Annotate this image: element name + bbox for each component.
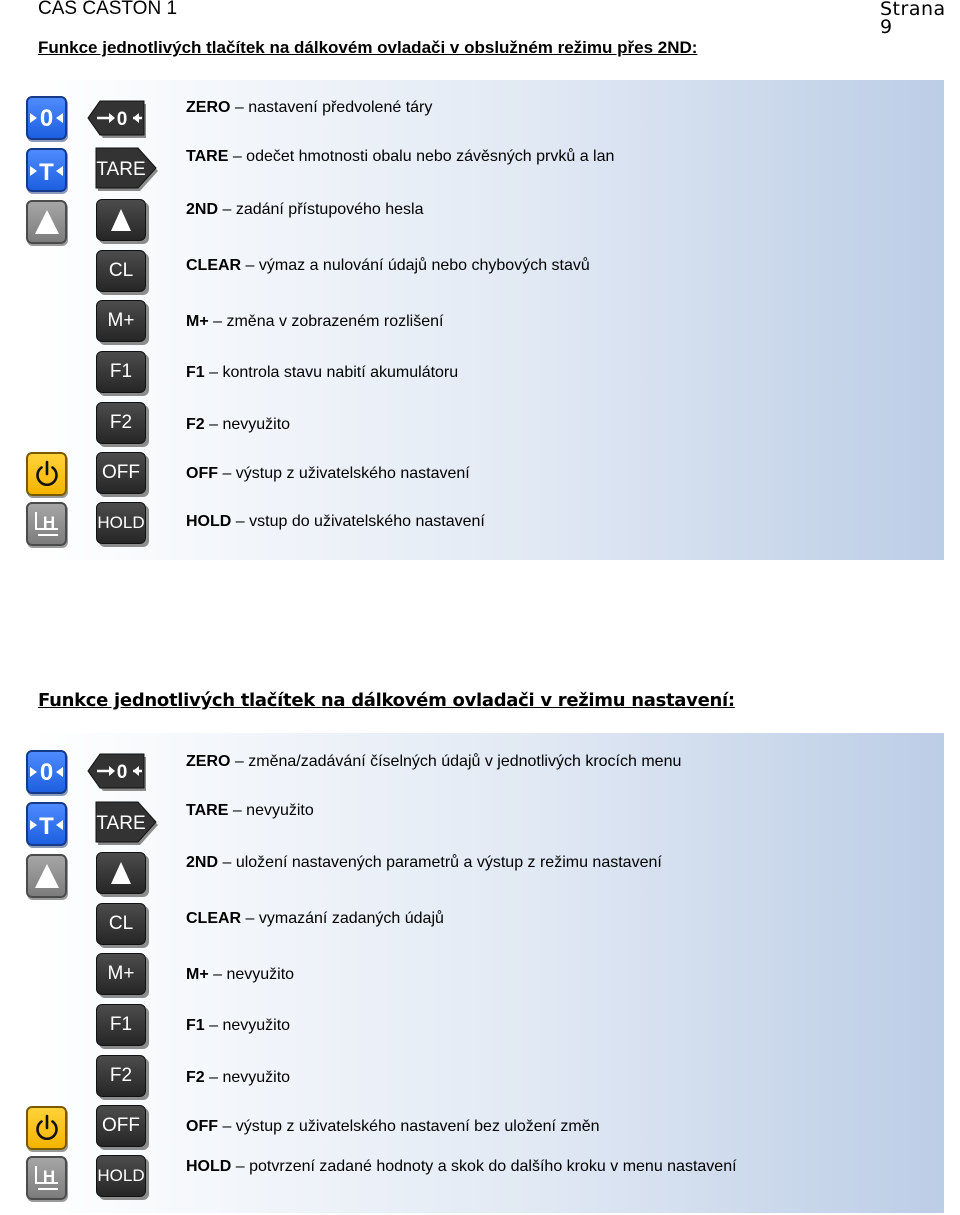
svg-text:T: T (39, 813, 54, 840)
row-hold-desc-2: HOLD – potvrzení zadané hodnoty a skok do dalšího kroku v menu nastavení (186, 1158, 737, 1175)
page-number: Strana 9 (880, 0, 946, 38)
power-icon (26, 1106, 67, 1150)
up-arrow-key (96, 199, 146, 241)
row-tare-desc-2: TARE – nevyužito (186, 802, 314, 819)
f2-key: F2 (96, 402, 146, 444)
off-key: OFF (96, 452, 146, 494)
row-mplus-desc: M+ – změna v zobrazeném rozlišení (186, 313, 444, 330)
svg-text:0: 0 (116, 762, 128, 783)
row-2nd-desc-2: 2ND – uložení nastavených parametrů a výstup z režimu nastavení (186, 854, 662, 871)
tare-key (94, 800, 156, 844)
cl-key: CL (96, 250, 146, 292)
section1-title: Funkce jednotlivých tlačítek na dálkovém ovladači v obslužném režimu přes 2ND: (38, 38, 698, 57)
power-icon (26, 452, 67, 496)
zero-blue-icon (26, 96, 67, 140)
f1-key: F1 (96, 1004, 146, 1046)
hold-key: HOLD (96, 502, 146, 544)
row-f2-desc: F2 – nevyužito (186, 416, 291, 433)
row-clear-desc-2: CLEAR – vymazání zadaných údajů (186, 910, 444, 927)
svg-text:H: H (42, 1167, 55, 1186)
tare-blue-icon (26, 802, 67, 846)
row-f1-desc-2: F1 – nevyužito (186, 1017, 291, 1034)
up-triangle-icon (26, 200, 67, 244)
f2-key: F2 (96, 1055, 146, 1097)
row-zero-desc-2: ZERO – změna/zadávání číselných údajů v jednotlivých krocích menu (186, 753, 682, 770)
row-f2-desc-2: F2 – nevyužito (186, 1069, 291, 1086)
document-title: CAS CASTON 1 (38, 0, 178, 19)
mplus-key: M+ (96, 300, 146, 342)
row-off-desc: OFF – výstup z uživatelského nastavení (186, 465, 470, 482)
row-f1-desc: F1 – kontrola stavu nabití akumulátoru (186, 364, 459, 381)
cl-key: CL (96, 903, 146, 945)
up-triangle-icon (26, 854, 67, 898)
row-hold-desc: HOLD – vstup do uživatelského nastavení (186, 513, 485, 530)
arrow-zero-icon (84, 97, 146, 139)
f1-key: F1 (96, 351, 146, 393)
off-key: OFF (96, 1105, 146, 1147)
zero-blue-label: 0 (39, 105, 54, 132)
row-clear-desc: CLEAR – výmaz a nulování údajů nebo chybových stavů (186, 257, 590, 274)
hold-icon (26, 502, 67, 546)
row-tare-desc: TARE – odečet hmotnosti obalu nebo závěsných prvků a lan (186, 148, 615, 165)
svg-text:T: T (39, 159, 54, 186)
section2-title: Funkce jednotlivých tlačítek na dálkovém ovladači v režimu nastavení: (38, 690, 735, 711)
hold-key: HOLD (96, 1155, 146, 1197)
hold-icon (26, 1156, 67, 1200)
row-off-desc-2: OFF – výstup z uživatelského nastavení bez uložení změn (186, 1118, 600, 1135)
svg-text:TARE: TARE (96, 159, 146, 180)
svg-text:0: 0 (116, 109, 128, 130)
up-arrow-key (96, 852, 146, 894)
zero-blue-icon (26, 750, 67, 794)
svg-text:H: H (42, 513, 55, 532)
row-mplus-desc-2: M+ – nevyužito (186, 966, 295, 983)
row-2nd-desc: 2ND – zadání přístupového hesla (186, 201, 424, 218)
mplus-key: M+ (96, 953, 146, 995)
section2-panel (30, 733, 944, 1213)
tare-key (94, 146, 156, 190)
svg-text:0: 0 (39, 759, 54, 786)
row-zero-desc: ZERO – nastavení předvolené táry (186, 99, 433, 116)
svg-text:TARE: TARE (96, 813, 146, 834)
tare-blue-icon (26, 148, 67, 192)
arrow-zero-icon (84, 750, 146, 792)
